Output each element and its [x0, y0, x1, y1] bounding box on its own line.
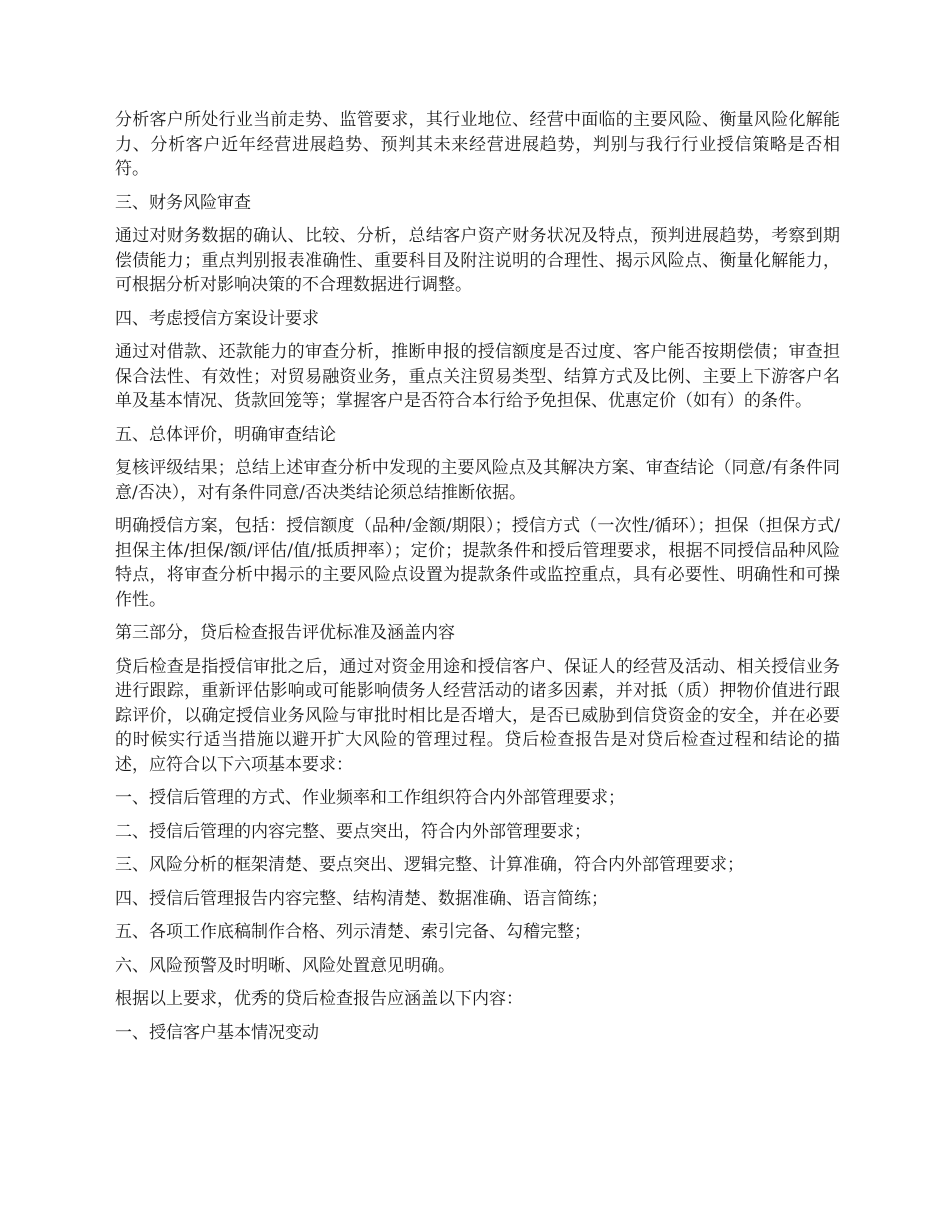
- paragraph-industry-analysis: 分析客户所处行业当前走势、监管要求，其行业地位、经营中面临的主要风险、衡量风险化解能力、分析客户近年经营进展趋势、预判其未来经营进展趋势，判别与我行行业授信策略是否相符。: [115, 110, 840, 179]
- paragraph-post-loan-inspection: 贷后检查是指授信审批之后，通过对资金用途和授信客户、保证人的经营及活动、相关授信业务进行跟踪，重新评估影响或可能影响债务人经营活动的诸多因素，并对抵（质）押物价值进行跟踪评价，以确定授信业务风险与审批时相比是否增大，是否已威胁到信贷资金的安全，并在必要的时候实行适当措施以避开扩大风险的管理过程。贷后检查报告是对贷后检查过程和结论的描述，应符合以下六项基本要求：: [115, 656, 840, 775]
- list-item-requirement-6: 六、风险预警及时明晰、风险处置意见明确。: [115, 955, 455, 976]
- heading-overall-evaluation: 五、总体评价，明确审查结论: [115, 424, 336, 445]
- document-body: [115, 108, 840, 1054]
- list-item-requirement-5: 五、各项工作底稿制作合格、列示清楚、索引完备、勾稽完整；: [115, 922, 591, 942]
- paragraph-rating-review: 复核评级结果；总结上述审查分析中发现的主要风险点及其解决方案、审查结论（同意/有条件同意/否决），对有条件同意/否决类结论须总结推断依据。: [115, 458, 840, 503]
- paragraph-credit-plan-details: 明确授信方案，包括：授信额度（品种/金额/期限）；授信方式（一次性/循环）；担保（担保方式/担保主体/担保/额/评估/值/抵质押率）；定价；提款条件和授后管理要求，根据不同授信品种风险特点，将审查分析中揭示的主要风险点设置为提款条件或监控重点，具有必要性、明确性和可操作性。: [115, 516, 840, 610]
- list-item-requirement-3: 三、风险分析的框架清楚、要点突出、逻辑完整、计算准确，符合内外部管理要求；: [115, 855, 744, 875]
- list-item-requirement-2: 二、授信后管理的内容完整、要点突出，符合内外部管理要求；: [115, 821, 591, 842]
- paragraph-report-contents-intro: 根据以上要求，优秀的贷后检查报告应涵盖以下内容：: [115, 989, 523, 1009]
- paragraph-repayment-capacity-review: 通过对借款、还款能力的审查分析，推断申报的授信额度是否过度、客户能否按期偿债；审查担保合法性、有效性；对贸易融资业务，重点关注贸易类型、结算方式及比例、主要上下游客户名单及基本情况、货款回笼等；掌握客户是否符合本行给予免担保、优惠定价（如有）的条件。: [115, 342, 840, 411]
- list-item-requirement-1: 一、授信后管理的方式、作业频率和工作组织符合内外部管理要求；: [115, 788, 625, 808]
- list-item-requirement-4: 四、授信后管理报告内容完整、结构清楚、数据准确、语言简练；: [115, 888, 608, 909]
- heading-customer-info-changes: 一、授信客户基本情况变动: [115, 1022, 319, 1043]
- heading-credit-plan-design: 四、考虑授信方案设计要求: [115, 308, 319, 329]
- paragraph-financial-data-analysis: 通过对财务数据的确认、比较、分析，总结客户资产财务状况及特点，预判进展趋势，考察到期偿债能力；重点判别报表准确性、重要科目及附注说明的合理性、揭示风险点、衡量化解能力，可根据分析对影响决策的不合理数据进行调整。: [115, 226, 840, 295]
- heading-financial-risk-review: 三、财务风险审查: [115, 192, 251, 213]
- heading-part-three: 第三部分，贷后检查报告评优标准及涵盖内容: [115, 623, 455, 643]
